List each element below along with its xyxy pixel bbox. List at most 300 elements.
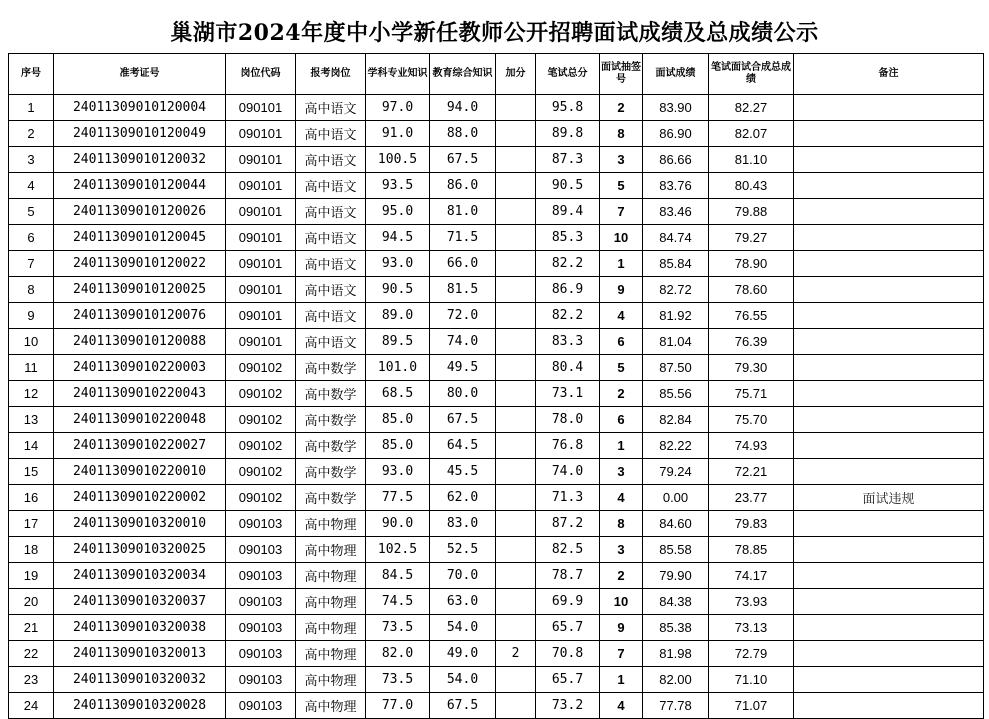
cell-post-code: 090102 — [226, 459, 296, 485]
cell-interview-score: 82.72 — [643, 277, 709, 303]
cell-draw-no: 8 — [600, 121, 643, 147]
cell-seq: 1 — [9, 95, 54, 121]
cell-written-total: 87.2 — [536, 511, 600, 537]
cell-edu-score: 81.0 — [430, 199, 496, 225]
cell-bonus — [496, 199, 536, 225]
cell-post-code: 090103 — [226, 641, 296, 667]
table-row — [9, 225, 984, 251]
cell-post-code: 090102 — [226, 355, 296, 381]
header-seq: 序号 — [9, 54, 54, 95]
cell-post-code: 090103 — [226, 537, 296, 563]
cell-seq: 16 — [9, 485, 54, 511]
cell-seq: 6 — [9, 225, 54, 251]
cell-draw-no: 7 — [600, 199, 643, 225]
cell-draw-no: 3 — [600, 147, 643, 173]
cell-bonus — [496, 667, 536, 693]
cell-written-total: 85.3 — [536, 225, 600, 251]
table-row — [9, 329, 984, 355]
cell-draw-no: 2 — [600, 95, 643, 121]
cell-bonus — [496, 303, 536, 329]
table-row — [9, 251, 984, 277]
cell-remark — [794, 355, 984, 381]
cell-seq: 18 — [9, 537, 54, 563]
header-bonus: 加分 — [496, 54, 536, 95]
cell-post: 高中物理 — [296, 667, 366, 693]
cell-exam-id: 24011309010320025 — [54, 537, 226, 563]
cell-subject-score: 93.5 — [366, 173, 430, 199]
cell-exam-id: 24011309010220043 — [54, 381, 226, 407]
cell-post-code: 090103 — [226, 693, 296, 719]
cell-subject-score: 93.0 — [366, 459, 430, 485]
cell-seq: 3 — [9, 147, 54, 173]
cell-edu-score: 70.0 — [430, 563, 496, 589]
cell-exam-id: 24011309010320013 — [54, 641, 226, 667]
cell-written-total: 65.7 — [536, 667, 600, 693]
cell-remark — [794, 381, 984, 407]
cell-draw-no: 3 — [600, 537, 643, 563]
cell-draw-no: 1 — [600, 251, 643, 277]
cell-post-code: 090103 — [226, 667, 296, 693]
cell-combined-score: 72.21 — [709, 459, 794, 485]
table-row — [9, 459, 984, 485]
cell-post: 高中数学 — [296, 355, 366, 381]
cell-exam-id: 24011309010120076 — [54, 303, 226, 329]
cell-exam-id: 24011309010120088 — [54, 329, 226, 355]
cell-post-code: 090101 — [226, 147, 296, 173]
cell-interview-score: 82.22 — [643, 433, 709, 459]
cell-post: 高中语文 — [296, 277, 366, 303]
cell-edu-score: 94.0 — [430, 95, 496, 121]
cell-combined-score: 76.39 — [709, 329, 794, 355]
cell-interview-score: 84.60 — [643, 511, 709, 537]
cell-written-total: 78.0 — [536, 407, 600, 433]
table-row — [9, 355, 984, 381]
cell-remark — [794, 173, 984, 199]
cell-edu-score: 49.5 — [430, 355, 496, 381]
cell-remark — [794, 147, 984, 173]
table-row — [9, 173, 984, 199]
cell-post-code: 090103 — [226, 589, 296, 615]
cell-edu-score: 67.5 — [430, 147, 496, 173]
cell-combined-score: 80.43 — [709, 173, 794, 199]
table-row — [9, 615, 984, 641]
cell-seq: 12 — [9, 381, 54, 407]
cell-edu-score: 63.0 — [430, 589, 496, 615]
cell-interview-score: 83.90 — [643, 95, 709, 121]
cell-remark — [794, 121, 984, 147]
cell-draw-no: 9 — [600, 277, 643, 303]
cell-draw-no: 10 — [600, 225, 643, 251]
cell-draw-no: 4 — [600, 485, 643, 511]
cell-subject-score: 100.5 — [366, 147, 430, 173]
cell-exam-id: 24011309010220003 — [54, 355, 226, 381]
cell-exam-id: 24011309010120026 — [54, 199, 226, 225]
cell-post-code: 090103 — [226, 511, 296, 537]
cell-remark — [794, 459, 984, 485]
cell-seq: 13 — [9, 407, 54, 433]
table-row — [9, 95, 984, 121]
cell-interview-score: 82.84 — [643, 407, 709, 433]
cell-exam-id: 24011309010220048 — [54, 407, 226, 433]
cell-remark — [794, 251, 984, 277]
cell-exam-id: 24011309010120025 — [54, 277, 226, 303]
cell-subject-score: 91.0 — [366, 121, 430, 147]
cell-combined-score: 74.93 — [709, 433, 794, 459]
cell-bonus — [496, 407, 536, 433]
cell-post-code: 090101 — [226, 329, 296, 355]
cell-subject-score: 89.5 — [366, 329, 430, 355]
cell-post-code: 090102 — [226, 433, 296, 459]
cell-bonus — [496, 511, 536, 537]
cell-bonus — [496, 563, 536, 589]
cell-exam-id: 24011309010320037 — [54, 589, 226, 615]
cell-edu-score: 49.0 — [430, 641, 496, 667]
cell-post: 高中语文 — [296, 147, 366, 173]
cell-written-total: 89.8 — [536, 121, 600, 147]
table-row — [9, 433, 984, 459]
cell-edu-score: 86.0 — [430, 173, 496, 199]
cell-post-code: 090101 — [226, 199, 296, 225]
cell-interview-score: 79.90 — [643, 563, 709, 589]
cell-seq: 4 — [9, 173, 54, 199]
cell-remark — [794, 277, 984, 303]
cell-combined-score: 78.85 — [709, 537, 794, 563]
cell-subject-score: 84.5 — [366, 563, 430, 589]
cell-post: 高中语文 — [296, 173, 366, 199]
cell-edu-score: 45.5 — [430, 459, 496, 485]
cell-interview-score: 77.78 — [643, 693, 709, 719]
cell-remark — [794, 433, 984, 459]
cell-post: 高中物理 — [296, 537, 366, 563]
cell-draw-no: 9 — [600, 615, 643, 641]
cell-interview-score: 81.92 — [643, 303, 709, 329]
cell-remark: 面试违规 — [794, 485, 984, 511]
cell-remark — [794, 95, 984, 121]
cell-combined-score: 81.10 — [709, 147, 794, 173]
cell-draw-no: 1 — [600, 667, 643, 693]
cell-seq: 19 — [9, 563, 54, 589]
cell-written-total: 83.3 — [536, 329, 600, 355]
cell-bonus — [496, 459, 536, 485]
cell-seq: 5 — [9, 199, 54, 225]
cell-subject-score: 89.0 — [366, 303, 430, 329]
table-row — [9, 589, 984, 615]
cell-combined-score: 82.27 — [709, 95, 794, 121]
cell-subject-score: 85.0 — [366, 407, 430, 433]
cell-interview-score: 81.98 — [643, 641, 709, 667]
cell-exam-id: 24011309010320010 — [54, 511, 226, 537]
cell-exam-id: 24011309010120032 — [54, 147, 226, 173]
cell-combined-score: 71.07 — [709, 693, 794, 719]
cell-written-total: 89.4 — [536, 199, 600, 225]
cell-post: 高中物理 — [296, 563, 366, 589]
cell-written-total: 71.3 — [536, 485, 600, 511]
cell-bonus — [496, 225, 536, 251]
cell-post: 高中语文 — [296, 121, 366, 147]
cell-bonus — [496, 381, 536, 407]
cell-bonus: 2 — [496, 641, 536, 667]
cell-combined-score: 73.13 — [709, 615, 794, 641]
cell-seq: 20 — [9, 589, 54, 615]
table-row — [9, 277, 984, 303]
cell-edu-score: 71.5 — [430, 225, 496, 251]
cell-draw-no: 2 — [600, 381, 643, 407]
cell-post-code: 090101 — [226, 303, 296, 329]
cell-post: 高中数学 — [296, 459, 366, 485]
table-row — [9, 641, 984, 667]
cell-post: 高中数学 — [296, 381, 366, 407]
cell-written-total: 76.8 — [536, 433, 600, 459]
cell-post: 高中语文 — [296, 95, 366, 121]
header-remark: 备注 — [794, 54, 984, 95]
cell-bonus — [496, 329, 536, 355]
cell-post-code: 090101 — [226, 225, 296, 251]
cell-post-code: 090102 — [226, 381, 296, 407]
cell-written-total: 82.2 — [536, 251, 600, 277]
cell-post: 高中语文 — [296, 225, 366, 251]
cell-edu-score: 72.0 — [430, 303, 496, 329]
cell-edu-score: 74.0 — [430, 329, 496, 355]
table-row — [9, 511, 984, 537]
cell-interview-score: 84.74 — [643, 225, 709, 251]
header-exam-id: 准考证号 — [54, 54, 226, 95]
score-table — [8, 53, 984, 719]
cell-subject-score: 73.5 — [366, 615, 430, 641]
cell-remark — [794, 693, 984, 719]
cell-seq: 10 — [9, 329, 54, 355]
cell-combined-score: 72.79 — [709, 641, 794, 667]
table-body — [9, 95, 984, 719]
cell-bonus — [496, 95, 536, 121]
cell-remark — [794, 199, 984, 225]
cell-written-total: 78.7 — [536, 563, 600, 589]
cell-remark — [794, 589, 984, 615]
cell-post: 高中物理 — [296, 615, 366, 641]
cell-post-code: 090101 — [226, 173, 296, 199]
cell-post: 高中语文 — [296, 303, 366, 329]
cell-subject-score: 95.0 — [366, 199, 430, 225]
cell-combined-score: 75.70 — [709, 407, 794, 433]
cell-post-code: 090102 — [226, 407, 296, 433]
cell-interview-score: 81.04 — [643, 329, 709, 355]
cell-draw-no: 3 — [600, 459, 643, 485]
cell-written-total: 82.5 — [536, 537, 600, 563]
cell-post: 高中数学 — [296, 407, 366, 433]
cell-post-code: 090103 — [226, 615, 296, 641]
cell-post-code: 090101 — [226, 277, 296, 303]
cell-post-code: 090101 — [226, 121, 296, 147]
cell-bonus — [496, 615, 536, 641]
cell-subject-score: 68.5 — [366, 381, 430, 407]
header-written-total: 笔试总分 — [536, 54, 600, 95]
cell-seq: 9 — [9, 303, 54, 329]
cell-combined-score: 78.90 — [709, 251, 794, 277]
cell-exam-id: 24011309010220010 — [54, 459, 226, 485]
header-post-code: 岗位代码 — [226, 54, 296, 95]
cell-seq: 21 — [9, 615, 54, 641]
cell-written-total: 70.8 — [536, 641, 600, 667]
cell-combined-score: 74.17 — [709, 563, 794, 589]
cell-edu-score: 81.5 — [430, 277, 496, 303]
table-row — [9, 407, 984, 433]
cell-post: 高中数学 — [296, 485, 366, 511]
cell-draw-no: 5 — [600, 355, 643, 381]
cell-post: 高中物理 — [296, 589, 366, 615]
cell-draw-no: 4 — [600, 693, 643, 719]
table-row — [9, 121, 984, 147]
cell-interview-score: 84.38 — [643, 589, 709, 615]
table-row — [9, 381, 984, 407]
cell-remark — [794, 329, 984, 355]
cell-subject-score: 85.0 — [366, 433, 430, 459]
cell-exam-id: 24011309010320034 — [54, 563, 226, 589]
cell-post-code: 090101 — [226, 95, 296, 121]
cell-seq: 7 — [9, 251, 54, 277]
cell-bonus — [496, 693, 536, 719]
cell-written-total: 74.0 — [536, 459, 600, 485]
cell-draw-no: 8 — [600, 511, 643, 537]
cell-subject-score: 77.0 — [366, 693, 430, 719]
cell-subject-score: 90.0 — [366, 511, 430, 537]
cell-post: 高中语文 — [296, 329, 366, 355]
cell-exam-id: 24011309010120044 — [54, 173, 226, 199]
cell-seq: 15 — [9, 459, 54, 485]
cell-seq: 2 — [9, 121, 54, 147]
table-row — [9, 537, 984, 563]
cell-exam-id: 24011309010220002 — [54, 485, 226, 511]
cell-exam-id: 24011309010120045 — [54, 225, 226, 251]
cell-post: 高中语文 — [296, 199, 366, 225]
cell-subject-score: 102.5 — [366, 537, 430, 563]
cell-draw-no: 1 — [600, 433, 643, 459]
cell-combined-score: 79.88 — [709, 199, 794, 225]
cell-bonus — [496, 277, 536, 303]
cell-combined-score: 76.55 — [709, 303, 794, 329]
cell-bonus — [496, 251, 536, 277]
cell-combined-score: 78.60 — [709, 277, 794, 303]
cell-draw-no: 4 — [600, 303, 643, 329]
cell-bonus — [496, 147, 536, 173]
cell-bonus — [496, 589, 536, 615]
header-post: 报考岗位 — [296, 54, 366, 95]
cell-written-total: 86.9 — [536, 277, 600, 303]
cell-bonus — [496, 537, 536, 563]
cell-interview-score: 86.66 — [643, 147, 709, 173]
cell-exam-id: 24011309010320038 — [54, 615, 226, 641]
table-row — [9, 693, 984, 719]
cell-interview-score: 86.90 — [643, 121, 709, 147]
cell-seq: 17 — [9, 511, 54, 537]
cell-exam-id: 24011309010120022 — [54, 251, 226, 277]
header-combined-score: 笔试面试合成总成绩 — [709, 54, 794, 95]
cell-combined-score: 79.27 — [709, 225, 794, 251]
cell-edu-score: 67.5 — [430, 407, 496, 433]
cell-combined-score: 79.83 — [709, 511, 794, 537]
cell-subject-score: 93.0 — [366, 251, 430, 277]
cell-post-code: 090103 — [226, 563, 296, 589]
cell-subject-score: 94.5 — [366, 225, 430, 251]
cell-remark — [794, 563, 984, 589]
cell-written-total: 82.2 — [536, 303, 600, 329]
table-row — [9, 667, 984, 693]
cell-edu-score: 83.0 — [430, 511, 496, 537]
cell-written-total: 73.2 — [536, 693, 600, 719]
cell-seq: 22 — [9, 641, 54, 667]
cell-seq: 14 — [9, 433, 54, 459]
cell-post: 高中物理 — [296, 693, 366, 719]
table-row — [9, 485, 984, 511]
cell-interview-score: 79.24 — [643, 459, 709, 485]
cell-edu-score: 52.5 — [430, 537, 496, 563]
cell-seq: 23 — [9, 667, 54, 693]
table-row — [9, 563, 984, 589]
cell-draw-no: 6 — [600, 407, 643, 433]
cell-draw-no: 6 — [600, 329, 643, 355]
cell-subject-score: 73.5 — [366, 667, 430, 693]
cell-exam-id: 24011309010320028 — [54, 693, 226, 719]
cell-draw-no: 7 — [600, 641, 643, 667]
cell-post-code: 090102 — [226, 485, 296, 511]
cell-edu-score: 66.0 — [430, 251, 496, 277]
cell-written-total: 90.5 — [536, 173, 600, 199]
cell-interview-score: 82.00 — [643, 667, 709, 693]
cell-interview-score: 85.58 — [643, 537, 709, 563]
cell-combined-score: 82.07 — [709, 121, 794, 147]
cell-remark — [794, 407, 984, 433]
cell-edu-score: 62.0 — [430, 485, 496, 511]
cell-edu-score: 67.5 — [430, 693, 496, 719]
cell-draw-no: 10 — [600, 589, 643, 615]
cell-edu-score: 54.0 — [430, 667, 496, 693]
cell-remark — [794, 641, 984, 667]
cell-bonus — [496, 355, 536, 381]
cell-interview-score: 85.56 — [643, 381, 709, 407]
cell-exam-id: 24011309010120004 — [54, 95, 226, 121]
cell-interview-score: 85.84 — [643, 251, 709, 277]
cell-subject-score: 90.5 — [366, 277, 430, 303]
cell-interview-score: 0.00 — [643, 485, 709, 511]
cell-interview-score: 87.50 — [643, 355, 709, 381]
header-edu-score: 教育综合知识 — [430, 54, 496, 95]
cell-edu-score: 88.0 — [430, 121, 496, 147]
cell-bonus — [496, 485, 536, 511]
cell-bonus — [496, 121, 536, 147]
cell-combined-score: 73.93 — [709, 589, 794, 615]
cell-edu-score: 64.5 — [430, 433, 496, 459]
cell-interview-score: 83.76 — [643, 173, 709, 199]
cell-combined-score: 79.30 — [709, 355, 794, 381]
cell-post: 高中语文 — [296, 251, 366, 277]
table-row — [9, 303, 984, 329]
cell-written-total: 80.4 — [536, 355, 600, 381]
cell-draw-no: 5 — [600, 173, 643, 199]
cell-seq: 8 — [9, 277, 54, 303]
cell-interview-score: 83.46 — [643, 199, 709, 225]
table-row — [9, 147, 984, 173]
cell-remark — [794, 537, 984, 563]
header-subject-score: 学科专业知识 — [366, 54, 430, 95]
cell-subject-score: 77.5 — [366, 485, 430, 511]
cell-post: 高中物理 — [296, 511, 366, 537]
cell-combined-score: 23.77 — [709, 485, 794, 511]
cell-post: 高中物理 — [296, 641, 366, 667]
cell-exam-id: 24011309010120049 — [54, 121, 226, 147]
table-row — [9, 199, 984, 225]
cell-written-total: 73.1 — [536, 381, 600, 407]
cell-subject-score: 97.0 — [366, 95, 430, 121]
cell-draw-no: 2 — [600, 563, 643, 589]
cell-edu-score: 80.0 — [430, 381, 496, 407]
